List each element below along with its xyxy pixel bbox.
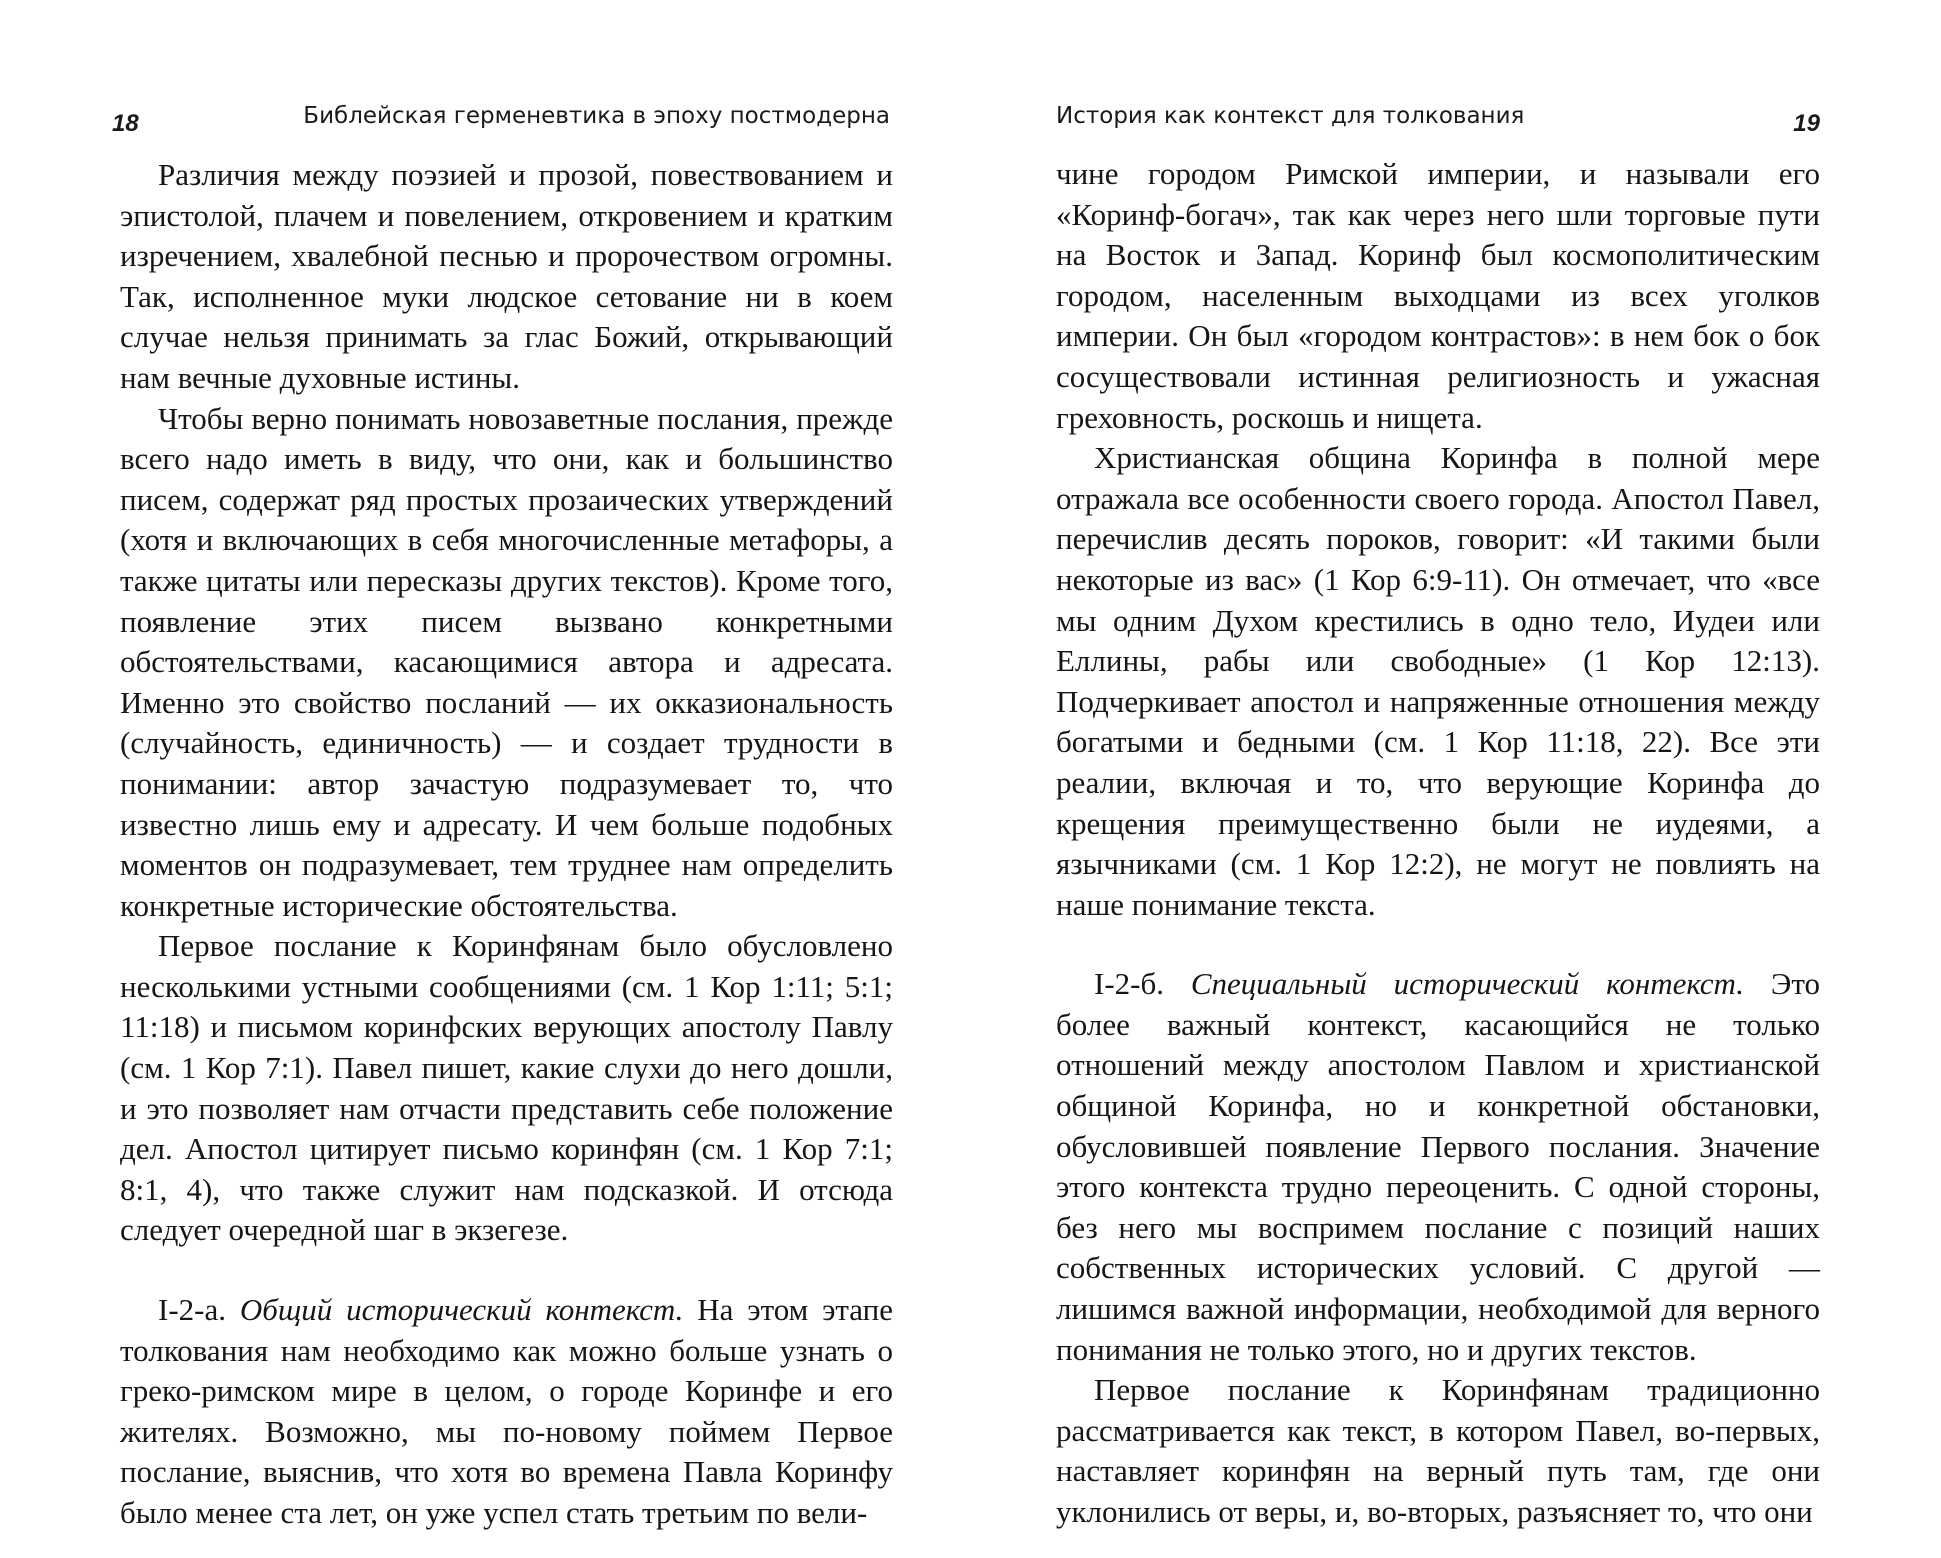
page-number: 19 [1793,110,1820,137]
right-page-body [1056,154,1820,1533]
section-paragraph [1056,964,1820,1370]
continued-paragraph: чине городом Римской империи, и называли его «Коринф-богач», так как через него шли торговые пути на Восток и Запад. Коринф был космополитическим городом, населенным выходцами из всех уголков империи. Он был «городом контрастов»: в нем бок о бок сосуществовали истинная религиозность и ужасная греховность, роскошь и нищета. [1056,156,1820,435]
section-title: Специальный исторический контекст. [1190,966,1745,1002]
section-text: На этом этапе толкования нам необходимо как можно больше узнать о греко-римском мире в целом, о городе Коринфе и его жителях. Возможно, мы по-новому поймем Первое послание, выяснив, что хотя во времена Павла Коринфу было менее ста лет, он уже успел стать третьим по вели- [120,1292,894,1530]
paragraph: Чтобы верно понимать новозаветные послания, прежде всего надо иметь в виду, что они, как и большинство писем, содержат ряд простых прозаических утверждений (хотя и включающих в себя многочисленные метафоры, а также цитаты или пересказы других текстов). Кроме того, появление этих писем вызвано конкретными обстоятельствами, касающимися автора и адресата. Именно это свойство посланий — их окказиональность (случайность, единичность) — и создает трудности в понимании: автор зачастую подразумевает то, что известно лишь ему и адресату. И чем больше подобных моментов он подразумевает, тем труднее нам определить конкретные исторические обстоятельства. [120,400,893,923]
section-text: Это более важный контекст, касающийся не только отношений между апостолом Павлом и христианской общиной Коринфа, но и конкретной обстановки, обусловившей появление Первого послания. Значение этого контекста трудно переоценить. С одной стороны, без него мы воспримем послание с позиций наших собственных исторических условий. С другой — лишимся важной информации, необходимой для верного понимания не только этого, но и других текстов. [1056,966,1821,1367]
section-label: I-2-а. [158,1292,226,1328]
right-page [970,0,1941,1558]
page-number: 18 [112,110,139,137]
paragraph: Христианская община Коринфа в полной мере отражала все особенности своего города. Апостол Павел, перечислив десять пороков, говорит: «И такими были некоторые из вас» (1 Кор 6:9-11). Он отмечает, что «все мы одним Духом крестились в одно тело, Иудеи или Еллины, рабы или свободные» (1 Кор 12:13). Подчеркивает апостол и напряженные отношения между богатыми и бедными (см. 1 Кор 11:18, 22). Все эти реалии, включая и то, что верующие Коринфа до крещения преимущественно были не иудеями, а язычниками (см. 1 Кор 12:2), не могут не повлиять на наше понимание текста. [1056,440,1820,922]
left-page-body [120,155,893,1534]
section-title: Общий исторический контекст. [239,1292,684,1328]
paragraph: Первое послание к Коринфянам традиционно рассматривается как текст, в котором Павел, во-первых, наставляет коринфян на верный путь там, где они уклонились от веры, и, во-вторых, разъясняет то, что они [1056,1372,1820,1529]
section-label: I-2-б. [1094,966,1164,1002]
left-page [0,0,970,1558]
paragraph: Различия между поэзией и прозой, повествованием и эпистолой, плачем и повелением, откровением и кратким изречением, хвалебной песнью и пророчеством огромны. Так, исполненное муки людское сетование ни в коем случае нельзя принимать за глас Божий, открывающий нам вечные духовные истины. [120,157,893,395]
section-paragraph [120,1290,893,1534]
paragraph: Первое послание к Коринфянам было обусловлено несколькими устными сообщениями (см. 1 Кор 1:11; 5:1; 11:18) и письмом коринфских верующих апостолу Павлу (см. 1 Кор 7:1). Павел пишет, какие слухи до него дошли, и это позволяет нам отчасти представить себе положение дел. Апостол цитирует письмо коринфян (см. 1 Кор 7:1; 8:1, 4), что также служит нам подсказкой. И отсюда следует очередной шаг в экзегезе. [120,928,893,1248]
running-head: Библейская герменевтика в эпоху постмодерна [303,103,890,129]
running-head: История как контекст для толкования [1056,103,1525,129]
